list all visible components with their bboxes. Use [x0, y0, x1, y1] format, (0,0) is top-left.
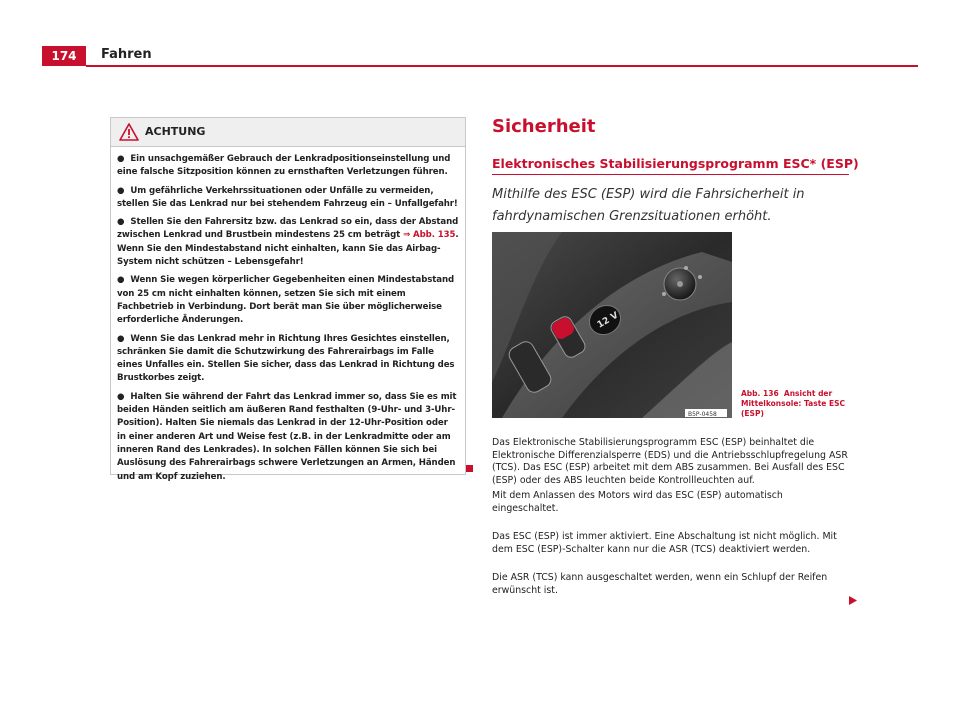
- warning-item: ● Um gefährliche Verkehrssituationen oder Unfälle zu vermeiden, stellen Sie das Lenkrad nur bei stehendem Fahrzeug ein – Unfallgefahr!: [117, 185, 458, 209]
- lead-text: Mithilfe des ESC (ESP) wird die Fahrsicherheit in fahrdynamischen Grenzsituationen erhöht.: [492, 187, 805, 224]
- figure-console-photo: [492, 232, 732, 418]
- warning-item: ● Ein unsachgemäßer Gebrauch der Lenkradpositionseinstellung und eine falsche Sitzposition können zu ernsthaften Verletzungen führen.: [117, 154, 451, 178]
- body-paragraph: Das ESC (ESP) ist immer aktiviert. Eine Abschaltung ist nicht möglich. Mit dem ESC (ESP)-Schalter kann nur die ASR (TCS) deaktiviert werden.: [492, 531, 837, 555]
- page-number: 174: [42, 46, 86, 66]
- warning-list: [111, 147, 465, 484]
- body-paragraph: Mit dem Anlassen des Motors wird das ESC (ESP) automatisch eingeschaltet.: [492, 490, 783, 514]
- warning-item: ● Stellen Sie den Fahrersitz bzw. das Lenkrad so ein, dass der Abstand zwischen Lenkrad und Brustbein mindestens 25 cm beträgt ⇒ Abb. 135. Wenn Sie den Mindestabstand nicht einhalten, kann Sie das Airbag-System nicht schützen – Lebensgefahr!: [117, 217, 459, 268]
- warning-title: ACHTUNG: [145, 125, 206, 138]
- warning-triangle-icon: [119, 123, 139, 145]
- header-divider: [86, 65, 918, 67]
- warning-item: ● Wenn Sie wegen körperlicher Gegebenheiten einen Mindestabstand von 25 cm nicht einhalten können, setzen Sie sich mit einem Fachbetrieb in Verbindung. Dort berät man Sie über möglicherweise erforderliche Änderungen.: [117, 275, 455, 326]
- section-title: Sicherheit: [492, 116, 596, 137]
- section-subtitle: Elektronisches Stabilisierungsprogramm ESC* (ESP): [492, 156, 859, 171]
- figure-code: B5P-0458: [688, 411, 717, 418]
- subtitle-underline: [492, 174, 849, 175]
- body-paragraph: Das Elektronische Stabilisierungsprogramm ESC (ESP) beinhaltet die Elektronische Differenzialsperre (EDS) und die Antriebsschlupfregelung ASR (TCS). Das ESC (ESP) arbeitet mit dem ABS zusammen. Bei Ausfall des ESC (ESP) oder des ABS leuchten beide Kontrollleuchten auf.: [492, 437, 848, 486]
- warning-header: [111, 118, 465, 147]
- warning-item: ● Wenn Sie das Lenkrad mehr in Richtung Ihres Gesichtes einstellen, schränken Sie damit die Schutzwirkung des Fahrerairbags im Falle eines Unfalles ein. Stellen Sie sicher, dass das Lenkrad in Richtung des Brustkorbes zeigt.: [117, 333, 455, 384]
- continue-arrow-icon: [849, 590, 857, 609]
- warning-box: [110, 117, 466, 482]
- page-header: [42, 46, 918, 66]
- body-paragraph: Die ASR (TCS) kann ausgeschaltet werden, wenn ein Schlupf der Reifen erwünscht ist.: [492, 572, 828, 596]
- figure-caption: Abb. 136 Ansicht der Mittelkonsole: Taste ESC (ESP): [741, 389, 846, 418]
- section-end-marker: [466, 465, 473, 472]
- socket-label: 12 V: [595, 310, 621, 331]
- chapter-title: Fahren: [101, 47, 152, 62]
- figure-reference-link[interactable]: ⇒ Abb. 135: [403, 230, 456, 241]
- warning-item: ● Halten Sie während der Fahrt das Lenkrad immer so, dass Sie es mit beiden Händen seitlich am äußeren Rand festhalten (9-Uhr- und 3-Uhr-Position). Halten Sie niemals das Lenkrad in der 12-Uhr-Position oder in einer anderen Art und Weise fest (z.B. in der Lenkradmitte oder am inneren Rand des Lenkrades). In solchen Fällen können Sie sich bei Auslösung des Fahrerairbags schwere Verletzungen an Armen, Händen und am Kopf zuziehen.: [117, 391, 457, 482]
